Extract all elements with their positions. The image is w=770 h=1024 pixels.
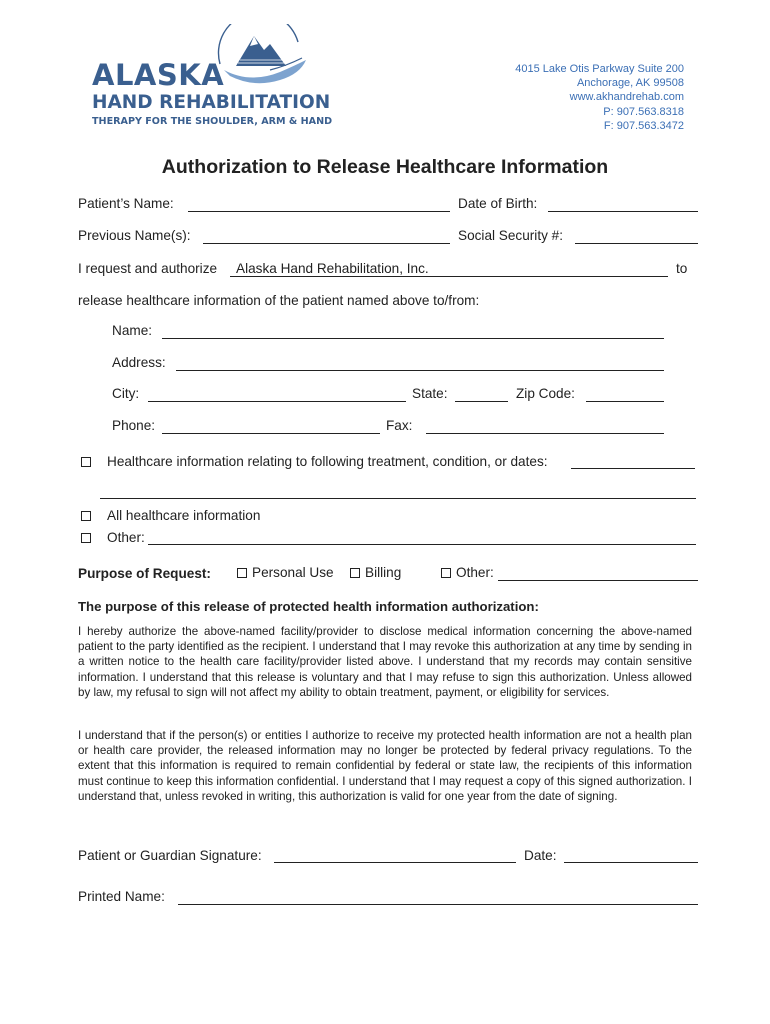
patient-name-field[interactable] xyxy=(188,211,450,212)
section-heading: The purpose of this release of protected health information authorization: xyxy=(78,599,539,614)
release-text: release healthcare information of the patient named above to/from: xyxy=(78,293,480,308)
billing-label: Billing xyxy=(365,565,402,580)
recipient-fax-field[interactable] xyxy=(426,433,664,434)
treatment-checkbox[interactable] xyxy=(81,457,91,467)
personal-use-label: Personal Use xyxy=(252,565,334,580)
logo-word-alaska: ALASKA xyxy=(92,58,225,92)
recipient-name-field[interactable] xyxy=(162,338,664,339)
address-line-1: 4015 Lake Otis Parkway Suite 200 xyxy=(515,63,684,75)
treatment-details-field[interactable] xyxy=(100,498,696,499)
request-recipient-field[interactable] xyxy=(230,276,668,277)
billing-checkbox[interactable] xyxy=(350,568,360,578)
recipient-name-label: Name: xyxy=(112,323,153,338)
recipient-address-label: Address: xyxy=(112,355,166,370)
page-title: Authorization to Release Healthcare Information xyxy=(161,156,609,178)
signature-label: Patient or Guardian Signature: xyxy=(78,848,262,863)
other-info-checkbox[interactable] xyxy=(81,533,91,543)
ssn-label: Social Security #: xyxy=(458,228,564,243)
patient-name-label: Patient’s Name: xyxy=(78,196,174,211)
phone-number: P: 907.563.8318 xyxy=(603,105,684,118)
all-info-label: All healthcare information xyxy=(107,508,261,523)
all-info-checkbox[interactable] xyxy=(81,511,91,521)
other-info-label: Other: xyxy=(107,530,145,545)
printed-name-field[interactable] xyxy=(178,904,698,905)
fax-number: F: 907.563.3472 xyxy=(603,119,684,132)
signature-field[interactable] xyxy=(274,862,516,863)
signature-date-field[interactable] xyxy=(564,862,698,863)
purpose-other-label: Other: xyxy=(456,565,494,580)
recipient-city-label: City: xyxy=(112,386,140,401)
recipient-address-field[interactable] xyxy=(176,370,664,371)
treatment-option-label: Healthcare information relating to following treatment, condition, or dates: xyxy=(107,454,548,469)
dob-field[interactable] xyxy=(548,211,698,212)
website-link[interactable]: www.akhandrehab.com xyxy=(569,91,684,104)
previous-names-label: Previous Name(s): xyxy=(78,228,191,243)
logo-word-hand-rehabilitation: HAND REHABILITATION xyxy=(92,92,331,113)
address-line-2: Anchorage, AK 99508 xyxy=(576,77,684,90)
recipient-city-field[interactable] xyxy=(148,401,406,402)
personal-use-checkbox[interactable] xyxy=(237,568,247,578)
purpose-other-field[interactable] xyxy=(498,580,698,581)
contact-block xyxy=(515,62,684,133)
request-recipient-value: Alaska Hand Rehabilitation, Inc. xyxy=(236,261,429,276)
request-prefix: I request and authorize xyxy=(78,261,218,276)
dob-label: Date of Birth: xyxy=(458,196,538,211)
other-info-field[interactable] xyxy=(148,544,696,545)
signature-date-label: Date: xyxy=(524,848,557,863)
treatment-dates-field[interactable] xyxy=(571,468,695,469)
printed-name-label: Printed Name: xyxy=(78,889,165,904)
recipient-phone-field[interactable] xyxy=(162,433,380,434)
recipient-zip-field[interactable] xyxy=(586,401,664,402)
purpose-label: Purpose of Request: xyxy=(78,566,211,581)
ssn-field[interactable] xyxy=(575,243,698,244)
logo-tagline: THERAPY FOR THE SHOULDER, ARM & HAND xyxy=(92,116,333,127)
recipient-state-label: State: xyxy=(412,386,448,401)
authorization-paragraph-1: I hereby authorize the above-named facility/provider to disclose medical information concerning the above-named patient to the party identified as the recipient. I understand that I may revoke this authorization at any time by sending in a written notice to the health care facility/provider listed above. I understand that my records may contain sensitive information. I understand that this release is voluntary and that I may refuse to sign this authorization. Unless allowed by law, my refusal to sign will not affect my ability to obtain treatment, payment, or eligibility for services. xyxy=(78,625,692,699)
recipient-state-field[interactable] xyxy=(455,401,508,402)
authorization-paragraph-2: I understand that if the person(s) or entities I authorize to receive my protected health information are not a health plan or health care provider, the released information may no longer be protected by federal privacy regulations. To the extent that this information is required to remain confidential by federal or state law, the recipients of this information must continue to keep this information confidential. I understand that I may request a copy of this signed authorization. I understand that, unless revoked in writing, this authorization is valid for one year from the date of signing. xyxy=(78,729,692,803)
recipient-fax-label: Fax: xyxy=(386,418,413,433)
previous-names-field[interactable] xyxy=(203,243,450,244)
request-suffix: to xyxy=(676,261,688,276)
recipient-phone-label: Phone: xyxy=(112,418,156,433)
purpose-other-checkbox[interactable] xyxy=(441,568,451,578)
recipient-zip-label: Zip Code: xyxy=(516,386,575,401)
mountain-hand-logo-icon xyxy=(210,24,310,88)
